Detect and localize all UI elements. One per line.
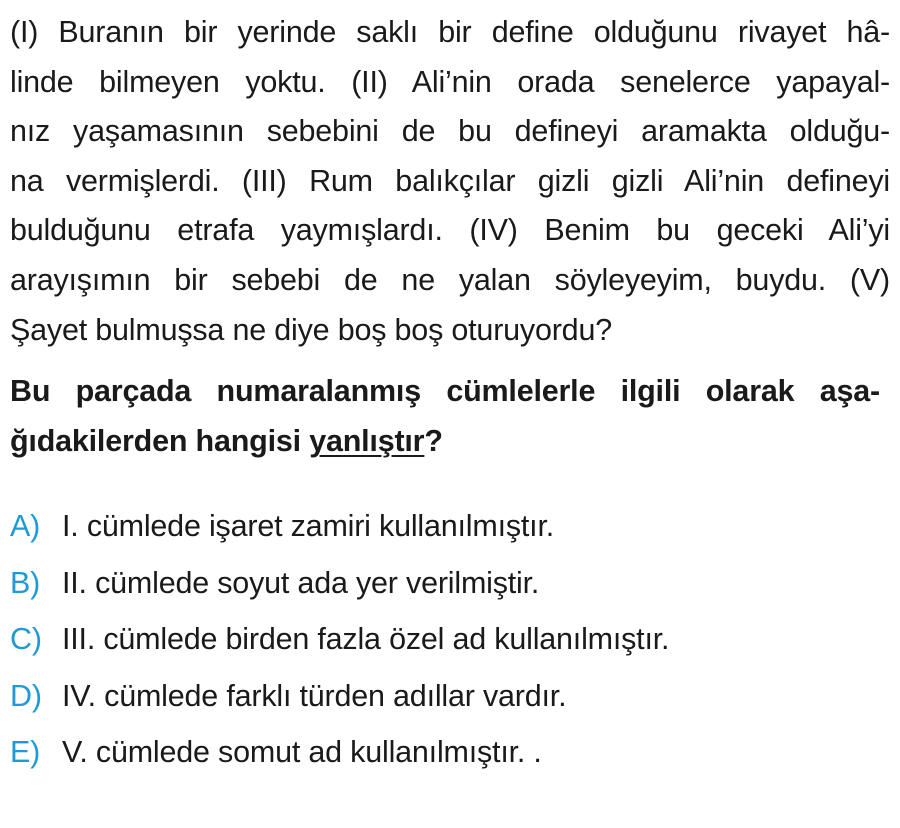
passage-line: nız yaşamasının sebebini de bu defineyi aramakta olduğu- xyxy=(10,114,890,149)
option-text: IV. cümlede farklı türden adıllar vardır. xyxy=(62,678,567,713)
prompt-line-2 xyxy=(10,416,880,466)
prompt-question-mark: ? xyxy=(424,424,443,458)
option-letter: C) xyxy=(10,622,42,656)
option-text: III. cümlede birden fazla özel ad kullanılmıştır. xyxy=(62,622,670,656)
option-letter: D) xyxy=(10,678,42,713)
question-block xyxy=(10,0,890,769)
option-e[interactable] xyxy=(10,724,890,781)
passage-line: Şayet bulmuşsa ne diye boş boş oturuyordu? xyxy=(10,312,612,347)
option-d[interactable] xyxy=(10,668,890,725)
option-text: I. cümlede işaret zamiri kullanılmıştır. xyxy=(62,509,555,543)
passage-line: linde bilmeyen yoktu. (II) Ali’nin orada senelerce yapayal- xyxy=(10,64,890,99)
passage-text xyxy=(10,0,890,355)
option-letter: A) xyxy=(10,509,41,543)
option-letter: B) xyxy=(10,565,41,600)
option-b[interactable] xyxy=(10,555,890,612)
option-letter: E) xyxy=(10,735,41,769)
option-text: V. cümlede somut ad kullanılmıştır. . xyxy=(62,735,542,769)
answer-options xyxy=(10,498,890,781)
passage-line: arayışımın bir sebebi de ne yalan söyleyeyim, buydu. (V) xyxy=(10,262,890,297)
option-text: II. cümlede soyut ada yer verilmiştir. xyxy=(62,565,540,600)
option-a[interactable] xyxy=(10,498,890,555)
option-c[interactable] xyxy=(10,611,890,668)
passage-line: (I) Buranın bir yerinde saklı bir define olduğunu rivayet hâ- xyxy=(10,15,890,49)
prompt-underlined-word: yanlıştır xyxy=(309,424,425,458)
prompt-line-1: Bu parçada numaralanmış cümlelerle ilgili olarak aşa- xyxy=(10,374,880,408)
prompt-text-before: ğıdakilerden hangisi xyxy=(10,424,310,458)
passage-line: na vermişlerdi. (III) Rum balıkçılar gizli gizli Ali’nin defineyi xyxy=(10,163,890,198)
passage-line: bulduğunu etrafa yaymışlardı. (IV) Benim bu geceki Ali’yi xyxy=(10,213,890,248)
question-prompt xyxy=(10,366,880,466)
